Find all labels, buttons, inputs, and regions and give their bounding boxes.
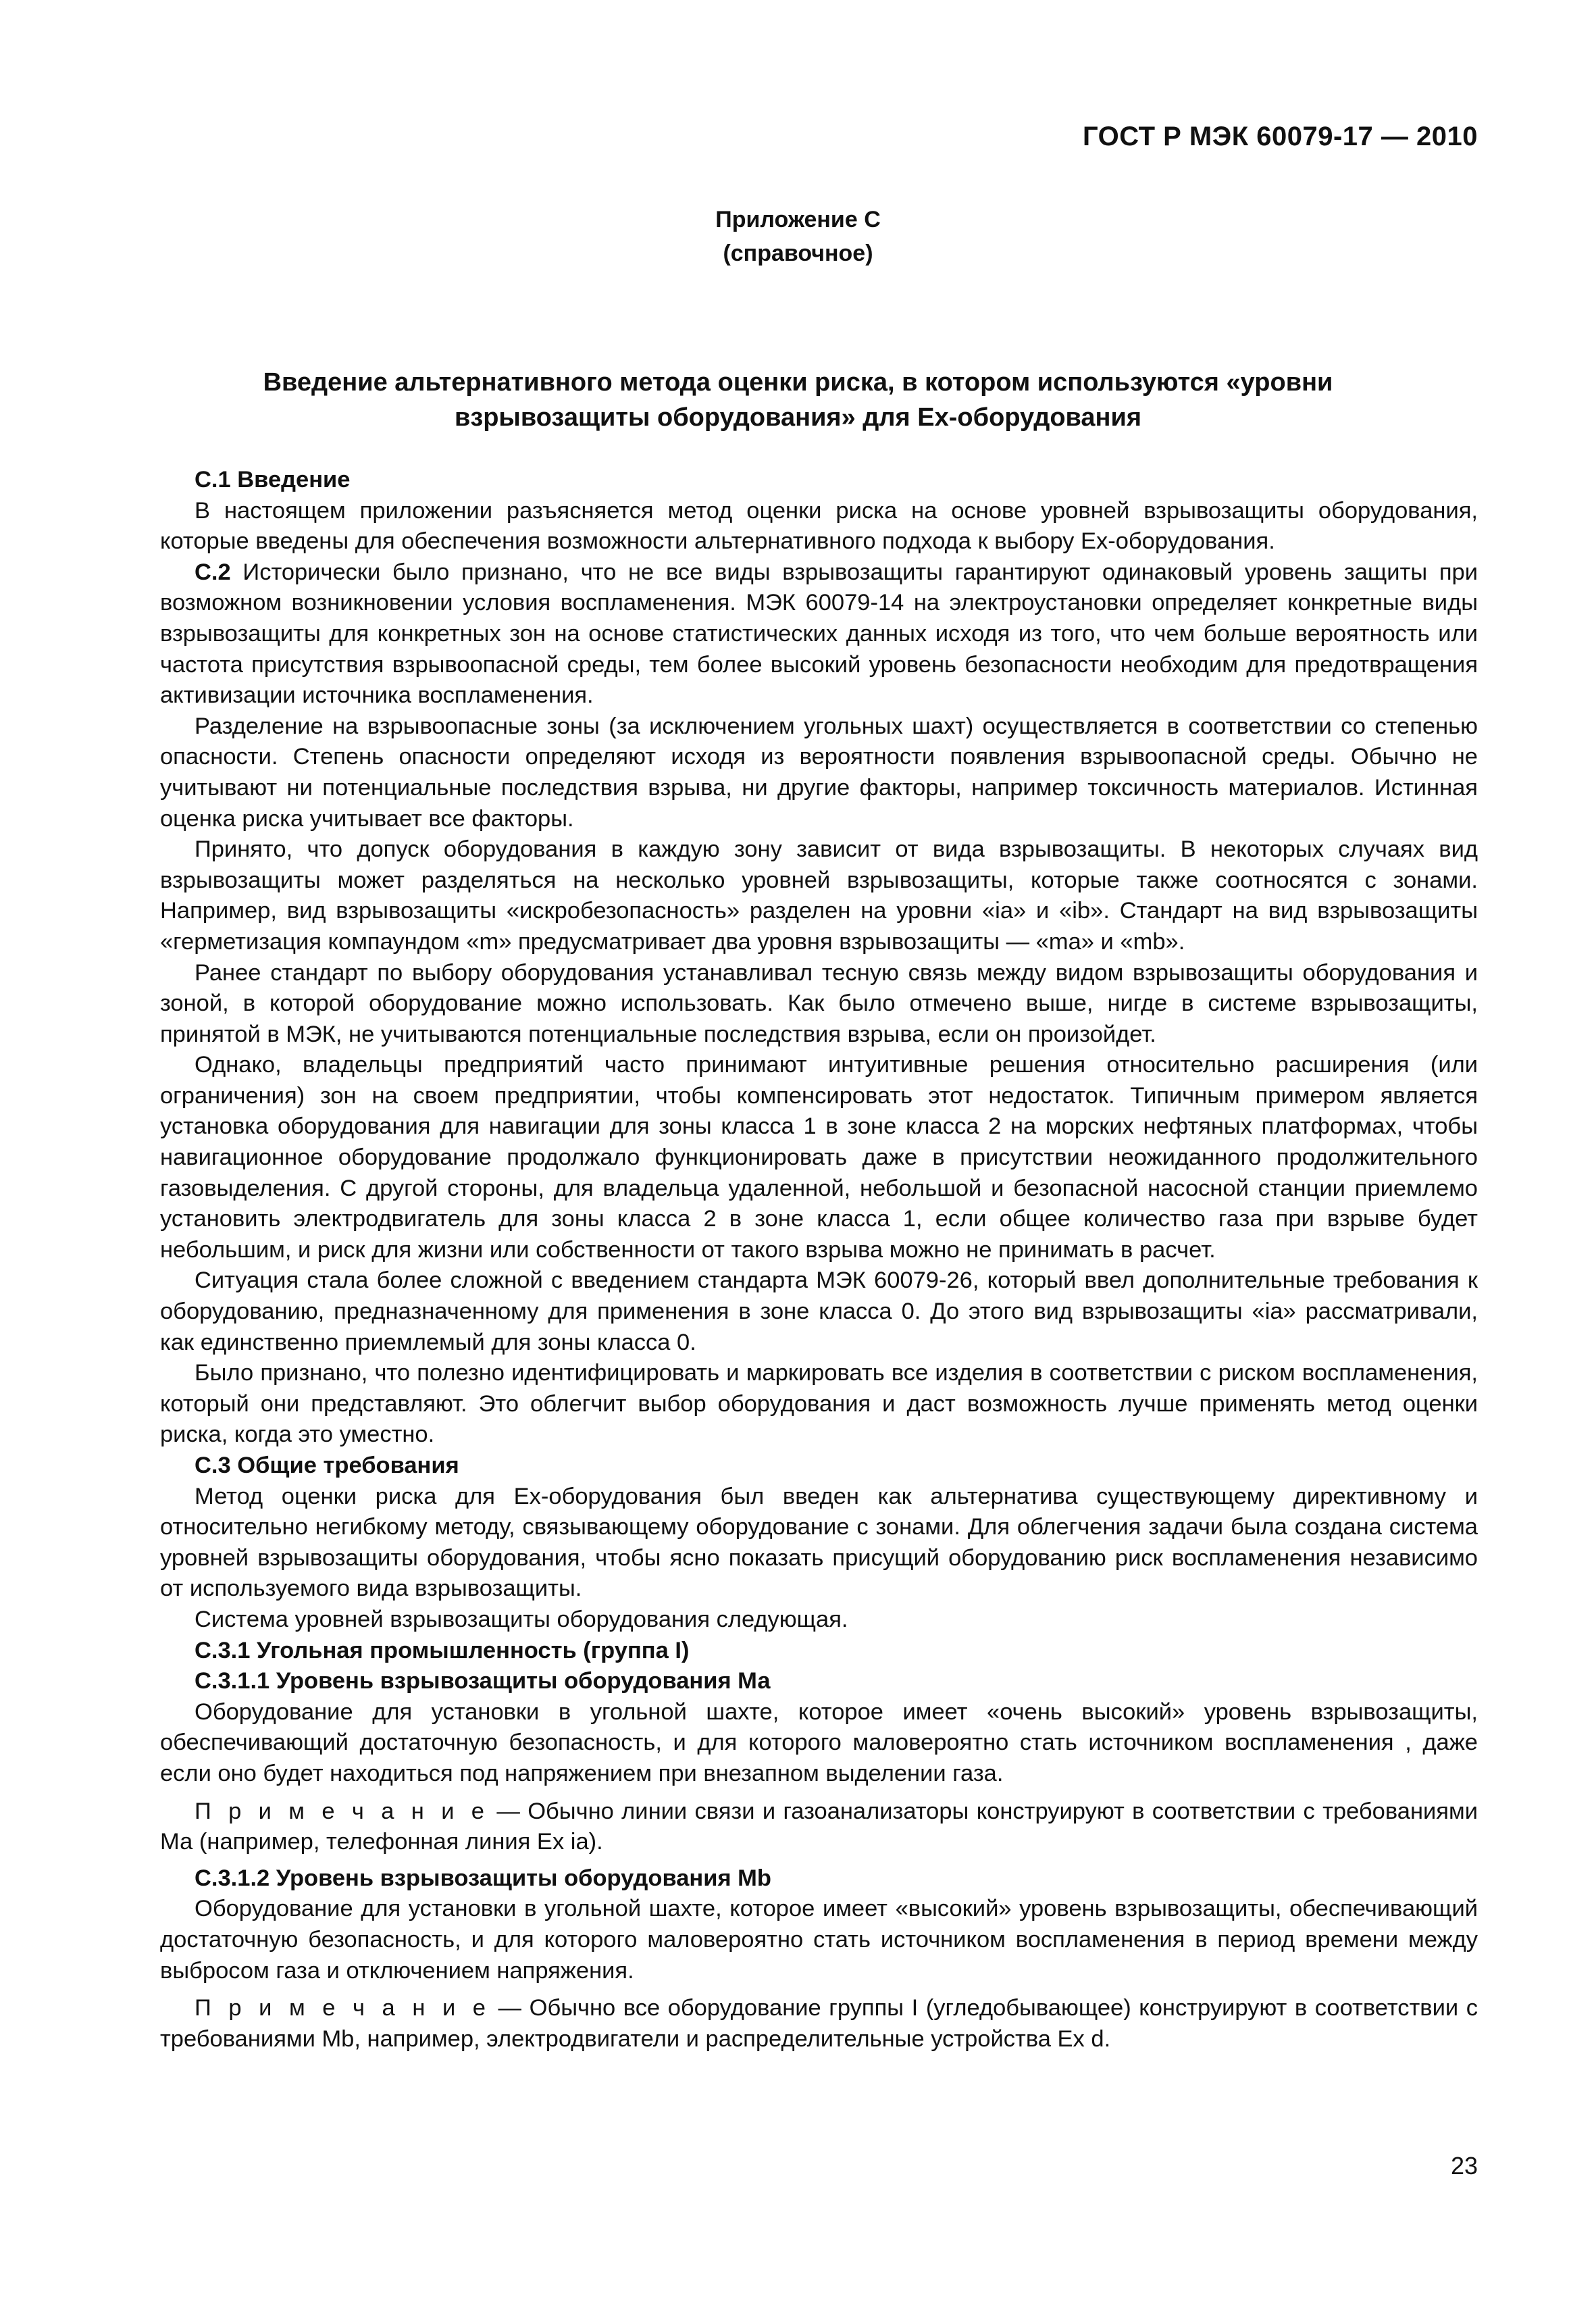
annex-title-line-1: Введение альтернативного метода оценки риска, в котором используются «уровни	[263, 368, 1333, 397]
annex-status: (справочное)	[723, 241, 873, 266]
document-body	[160, 465, 1478, 2060]
section-heading-c3: С.3 Общие требования	[195, 1453, 459, 1478]
paragraph: Разделение на взрывоопасные зоны (за исключением угольных шахт) осуществляется в соответствии со степенью опасности. Степень опасности определяют исходя из вероятности появления взрывоопасной среды. Обычно не учитывают ни потенциальные последствия взрыва, ни другие факторы, например токсичность материалов. Истинная оценка риска учитывает все факторы.	[160, 713, 1478, 832]
note	[160, 1993, 1478, 2055]
note-text: — Обычно все оборудование группы I (угледобывающее) конструируют в соответствии с требованиями Mb, например, электродвигатели и распределительные устройства Ex d.	[160, 1995, 1478, 2052]
section-number-c2: С.2	[195, 559, 231, 585]
section-heading-c312: С.3.1.2 Уровень взрывозащиты оборудования Mb	[195, 1865, 771, 1891]
paragraph: Оборудование для установки в угольной шахте, которое имеет «высокий» уровень взрывозащиты, обеспечивающий достаточную безопасность, и для которого маловероятно стать источником воспламенения в период времени между выбросом газа и отключением напряжения.	[160, 1896, 1478, 1984]
annex-title	[169, 365, 1427, 435]
note-label: П р и м е ч а н и е	[195, 1995, 490, 2021]
paragraph: Ситуация стала более сложной с введением стандарта МЭК 60079-26, который ввел дополнительные требования к оборудованию, предназначенному для применения в зоне класса 0. До этого вид взрывозащиты «ia» рассматривали, как единственно приемлемый для зоны класса 0.	[160, 1267, 1478, 1355]
paragraph: Оборудование для установки в угольной шахте, которое имеет «очень высокий» уровень взрывозащиты, обеспечивающий достаточную безопасность, и для которого маловероятно стать источником воспламенения , даже если оно будет находиться под напряжением при внезапном выделении газа.	[160, 1699, 1478, 1786]
paragraph: Однако, владельцы предприятий часто принимают интуитивные решения относительно расширения (или ограничения) зон на своем предприятии, чтобы компенсировать этот недостаток. Типичным примером является установка оборудования для навигации для зоны класса 1 в зоне класса 2 на морских нефтяных платформах, чтобы навигационное оборудование продолжало функционировать даже в присутствии неожиданного продолжительного газовыделения. С другой стороны, для владельца удаленной, небольшой и безопасной насосной станции приемлемо установить электродвигатель для зоны класса 2 в зоне класса 1, если общее количество газа при взрыве будет небольшим, и риск для жизни или собственности от такого взрыва можно не принимать в расчет.	[160, 1052, 1478, 1263]
note-text: — Обычно линии связи и газоанализаторы конструируют в соответствии с требованиями Ма (например, телефонная линия Ex ia).	[160, 1798, 1478, 1855]
paragraph: Принято, что допуск оборудования в каждую зону зависит от вида взрывозащиты. В некоторых случаях вид взрывозащиты может разделяться на несколько уровней взрывозащиты, которые также соотносятся с зонами. Например, вид взрывозащиты «искробезопасность» разделен на уровни «ia» и «ib». Стандарт на вид взрывозащиты «герметизация компаундом «m» предусматривает два уровня взрывозащиты — «ma» и «mb».	[160, 836, 1478, 955]
section-heading-c311: С.3.1.1 Уровень взрывозащиты оборудования Ма	[195, 1668, 771, 1694]
paragraph	[160, 557, 1478, 711]
paragraph: Метод оценки риска для Ex-оборудования был введен как альтернатива существующему директивному и относительно негибкому методу, связывающему оборудование с зонами. Для облегчения задачи была создана система уровней взрывозащиты оборудования, чтобы ясно показать присущий оборудованию риск воспламенения независимо от используемого вида взрывозащиты.	[160, 1483, 1478, 1602]
paragraph: Система уровней взрывозащиты оборудования следующая.	[195, 1606, 848, 1632]
section-heading-c31: С.3.1 Угольная промышленность (группа I)	[195, 1637, 690, 1663]
paragraph: Ранее стандарт по выбору оборудования устанавливал тесную связь между видом взрывозащиты оборудования и зоной, в которой оборудование можно использовать. Как было отмечено выше, нигде в системе взрывозащиты, принятой в МЭК, не учитываются потенциальные последствия взрыва, если он произойдет.	[160, 959, 1478, 1047]
annex-label: Приложение С	[715, 207, 881, 232]
note-label: П р и м е ч а н и е	[195, 1798, 489, 1824]
section-heading-c1: С.1 Введение	[195, 467, 351, 493]
paragraph: Было признано, что полезно идентифицировать и маркировать все изделия в соответствии с риском воспламенения, который они представляют. Это облегчит выбор оборудования и даст возможность лучше применять метод оценки риска, когда это уместно.	[160, 1360, 1478, 1448]
standard-designation: ГОСТ Р МЭК 60079-17 — 2010	[1082, 122, 1478, 151]
paragraph-text: Исторически было признано, что не все виды взрывозащиты гарантируют одинаковый уровень защиты при возможном возникновении условия воспламенения. МЭК 60079-14 на электроустановки определяет конкретные виды взрывозащиты для конкретных зон на основе статистических данных исходя из того, что чем больше вероятность или частота присутствия взрывоопасной среды, тем более высокий уровень безопасности необходим для предотвращения активизации источника воспламенения.	[160, 559, 1478, 709]
note	[160, 1796, 1478, 1858]
paragraph: В настоящем приложении разъясняется метод оценки риска на основе уровней взрывозащиты оборудования, которые введены для обеспечения возможности альтернативного подхода к выбору Ex-оборудования.	[160, 497, 1478, 555]
page-number: 23	[1450, 2152, 1478, 2180]
annex-title-line-2: взрывозащиты оборудования» для Ex-оборудования	[454, 403, 1142, 432]
annex-heading	[0, 203, 1596, 270]
